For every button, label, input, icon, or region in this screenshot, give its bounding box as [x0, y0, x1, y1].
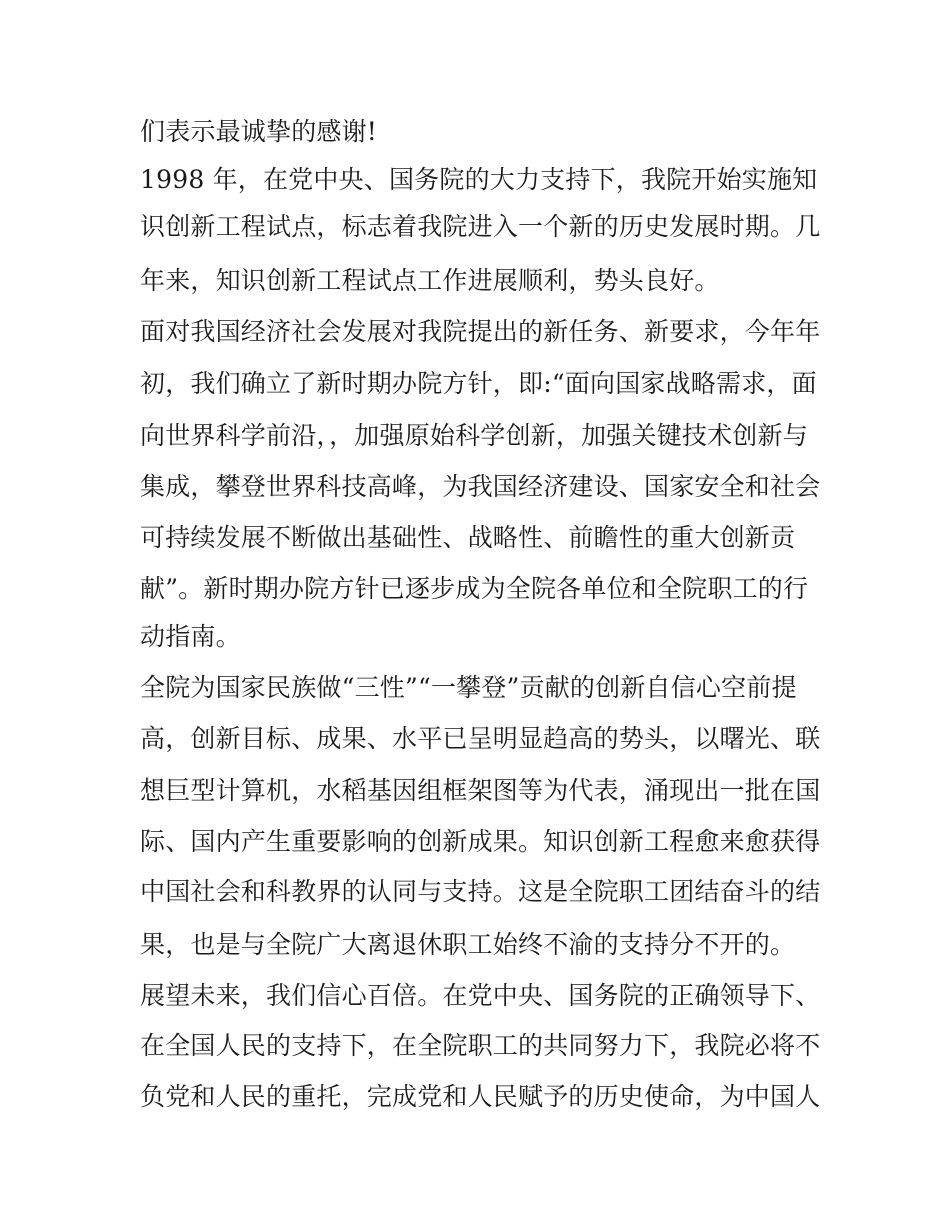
text-line: 年来，知识创新工程试点工作进展顺利，势头良好。: [140, 266, 720, 295]
text-line: 全院为国家民族做“三性”“一攀登”贡献的创新自信心空前提: [140, 673, 797, 702]
text-line: 识创新工程试点，标志着我院进入一个新的历史发展时期。几: [140, 212, 821, 241]
text-line: 果，也是与全院广大离退休职工始终不渝的支持分不开的。: [140, 930, 796, 959]
text-line: 向世界科学前沿，，加强原始科学创新，加强关键技术创新与: [140, 421, 808, 450]
text-line: 展望未来，我们信心百倍。在党中央、国务院的正确领导下、: [140, 981, 821, 1010]
text-line: 们表示最诚挚的感谢!: [140, 117, 378, 146]
text-line: 负党和人民的重托，完成党和人民赋予的历史使命，为中国人: [140, 1082, 821, 1111]
text-line: 际、国内产生重要影响的创新成果。知识创新工程愈来愈获得: [140, 827, 821, 856]
text-line: 集成，攀登世界科技高峰，为我国经济建设、国家安全和社会: [140, 472, 821, 501]
text-line: 1998 年，在党中央、国务院的大力支持下，我院开始实施知: [140, 165, 818, 194]
text-line: 献”。新时期办院方针已逐步成为全院各单位和全院职工的行: [140, 574, 809, 603]
text-line: 中国社会和科教界的认同与支持。这是全院职工团结奋斗的结: [140, 877, 821, 906]
text-line: 面对我国经济社会发展对我院提出的新任务、新要求，今年年: [140, 317, 821, 346]
text-line: 在全国人民的支持下，在全院职工的共同努力下，我院必将不: [140, 1031, 821, 1060]
text-line: 初，我们确立了新时期办院方针，即:“面向国家战略需求，面: [140, 369, 817, 398]
text-line: 高，创新目标、成果、水平已呈明显趋高的势头，以曙光、联: [140, 724, 821, 753]
text-line: 想巨型计算机，水稻基因组框架图等为代表，涌现出一批在国: [140, 776, 821, 805]
text-line: 动指南。: [140, 622, 241, 651]
text-line: 可持续发展不断做出基础性、战略性、前瞻性的重大创新贡: [140, 523, 796, 552]
